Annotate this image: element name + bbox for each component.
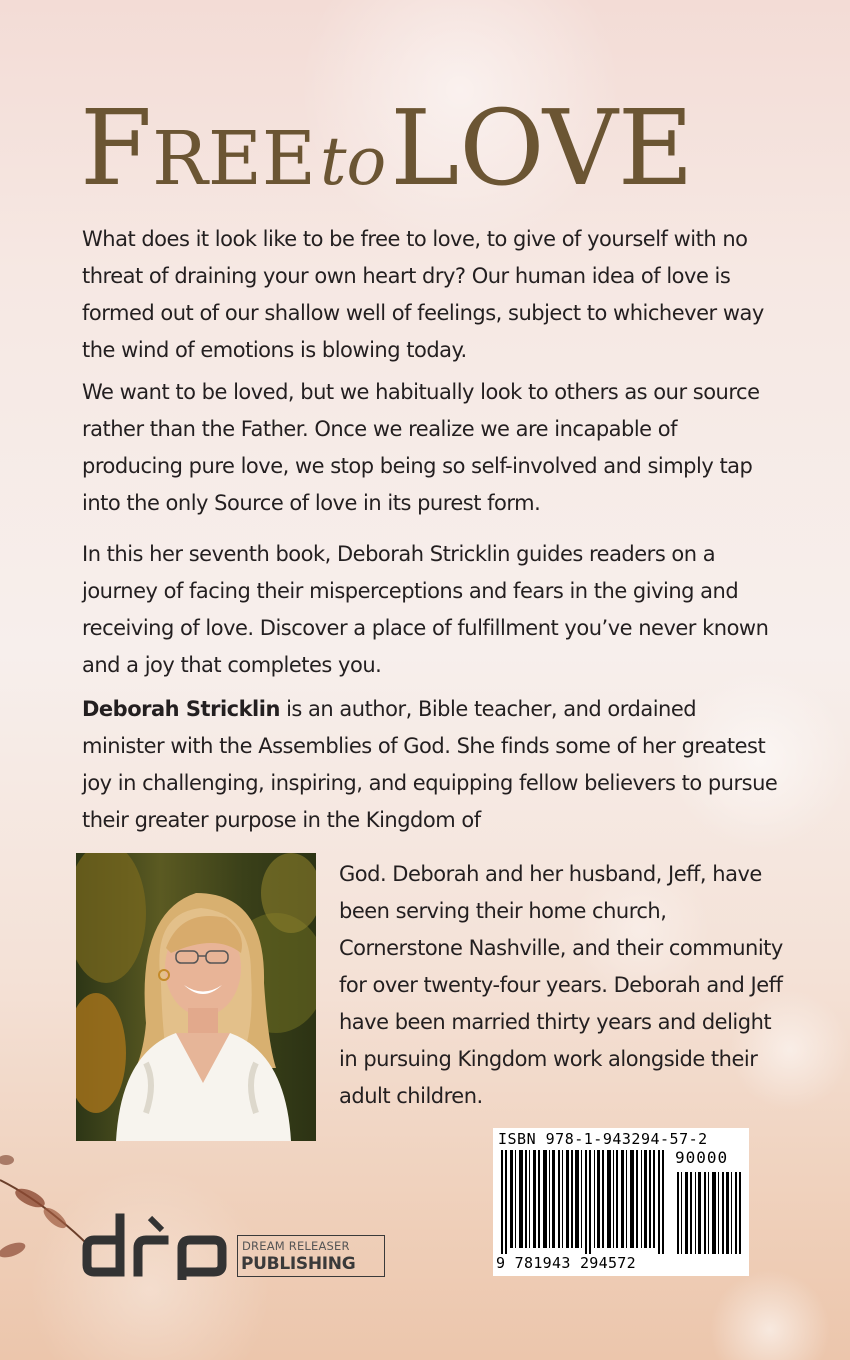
author-bio (82, 691, 782, 839)
blurb-paragraph-1: What does it look like to be free to love, to give of yourself with no threat of draining your own heart dry? Our human idea of love is formed out of our shallow well of feelings, subject to whichever way the wind of emotions is blowing today. (82, 227, 764, 362)
author-photo (76, 853, 316, 1141)
author-name: Deborah Stricklin (82, 697, 280, 721)
isbn-barcode (493, 1128, 749, 1276)
author-portrait-illustration (76, 853, 316, 1141)
title-word-to: to (319, 123, 387, 200)
autumn-leaves-decoration (0, 1140, 90, 1280)
author-bio-text: is an author, Bible teacher, and ordained minister with the Assemblies of God. She finds some of her greatest joy in challenging, inspiring, and equipping fellow believers to pursue their greater purpose in the Kingdom of (82, 697, 778, 832)
author-bio-continued: God. Deborah and her husband, Jeff, have been serving their home church, Cornerstone Nashville, and their community for over twenty-four years. Deborah and Jeff have been married thirty years and delight in pursuing Kingdom work alongside their adult children. (339, 862, 783, 1108)
blurb-paragraph-2: We want to be loved, but we habitually look to others as our source rather than the Father. Once we realize we are incapable of producing pure love, we stop being so self-involved and simply tap into the only Source of love in its purest form. (82, 380, 760, 515)
title-letter-l: L (390, 87, 460, 209)
book-title (80, 87, 694, 209)
title-word-love-rest: OVE (459, 87, 694, 209)
barcode-bars (501, 1150, 745, 1254)
publisher-line-1: DREAM RELEASER (242, 1239, 350, 1253)
drp-logo (82, 1210, 232, 1280)
blurb-paragraph-3: In this her seventh book, Deborah Stricklin guides readers on a journey of facing their misperceptions and fears in the giving and receiving of love. Discover a place of fulfillment you’ve never known and a joy that completes you. (82, 542, 769, 677)
isbn-number: ISBN 978-1-943294-57-2 (498, 1130, 708, 1148)
publisher-line-2: PUBLISHING (241, 1254, 356, 1274)
price-code: 90000 (675, 1148, 729, 1167)
publisher-name-box (237, 1235, 385, 1277)
title-word-free-rest: REE (152, 116, 316, 202)
barcode-digits: 9 781943 294572 (496, 1254, 636, 1272)
title-letter-f: F (80, 87, 153, 209)
